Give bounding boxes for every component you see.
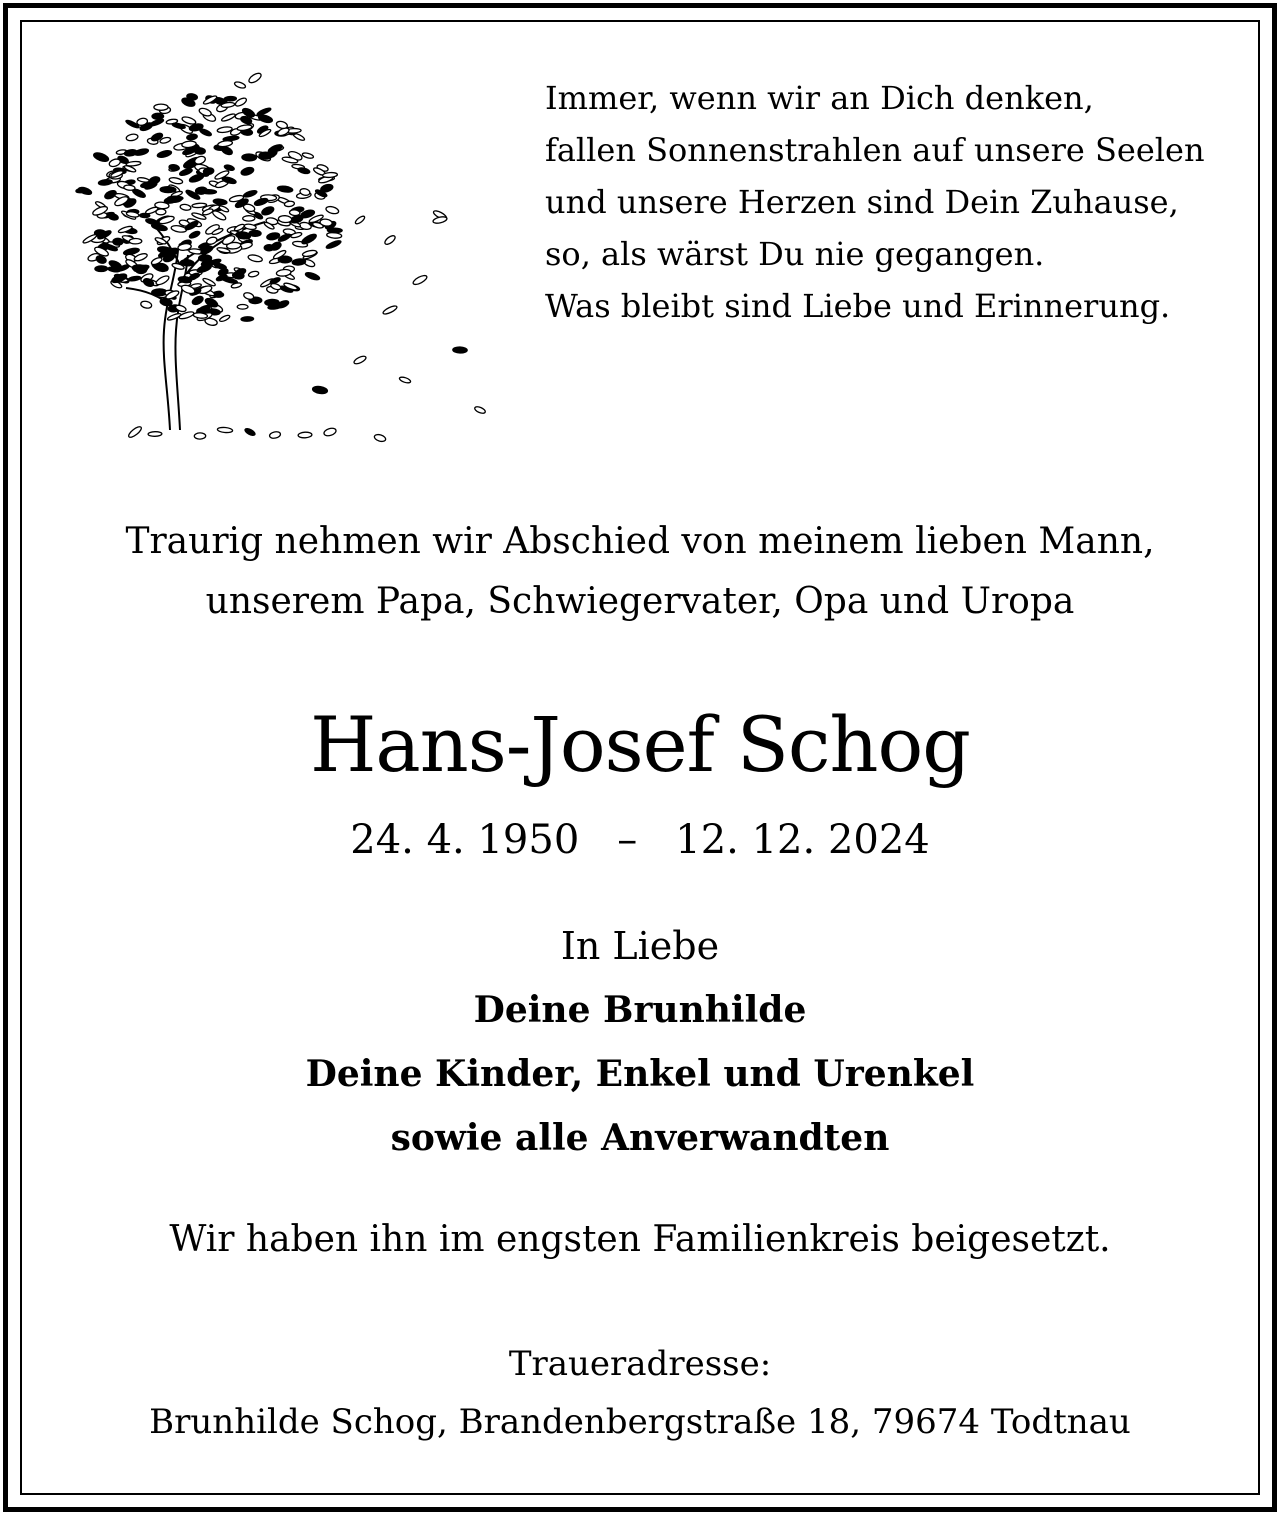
poem-line: Immer, wenn wir an Dich denken,	[545, 79, 1094, 117]
family-line: Deine Brunhilde	[473, 989, 807, 1031]
poem-line: so, als wärst Du nie gegangen.	[545, 235, 1045, 273]
poem-line: Was bleibt sind Liebe und Erinnerung.	[545, 287, 1171, 325]
life-dates	[30, 810, 1250, 870]
burial-note: Wir haben ihn im engsten Familienkreis beigesetzt.	[169, 1219, 1111, 1260]
in-love-line: In Liebe	[560, 924, 720, 968]
poem-line: und unsere Herzen sind Dein Zuhause,	[545, 183, 1179, 221]
family-line: Deine Kinder, Enkel und Urenkel	[305, 1053, 975, 1095]
deceased-name: Hans-Josef Schog	[310, 700, 970, 789]
family-line: sowie alle Anverwandten	[390, 1117, 890, 1159]
family-signatures	[30, 978, 1250, 1170]
death-date: 12. 12. 2024	[675, 817, 930, 863]
birth-date: 24. 4. 1950	[350, 817, 580, 863]
announcement	[30, 512, 1250, 632]
announcement-line: Traurig nehmen wir Abschied von meinem lieben Mann,	[125, 521, 1155, 562]
mourning-address	[30, 1335, 1250, 1451]
address-line: Brunhilde Schog, Brandenbergstraße 18, 79674 Todtnau	[149, 1402, 1131, 1442]
address-label: Traueradresse:	[508, 1344, 772, 1384]
poem-line: fallen Sonnenstrahlen auf unsere Seelen	[545, 131, 1205, 169]
announcement-line: unserem Papa, Schwiegervater, Opa und Uropa	[205, 581, 1075, 622]
windblown-tree-icon	[60, 60, 520, 460]
date-separator: –	[617, 817, 638, 863]
poem	[545, 72, 1245, 332]
